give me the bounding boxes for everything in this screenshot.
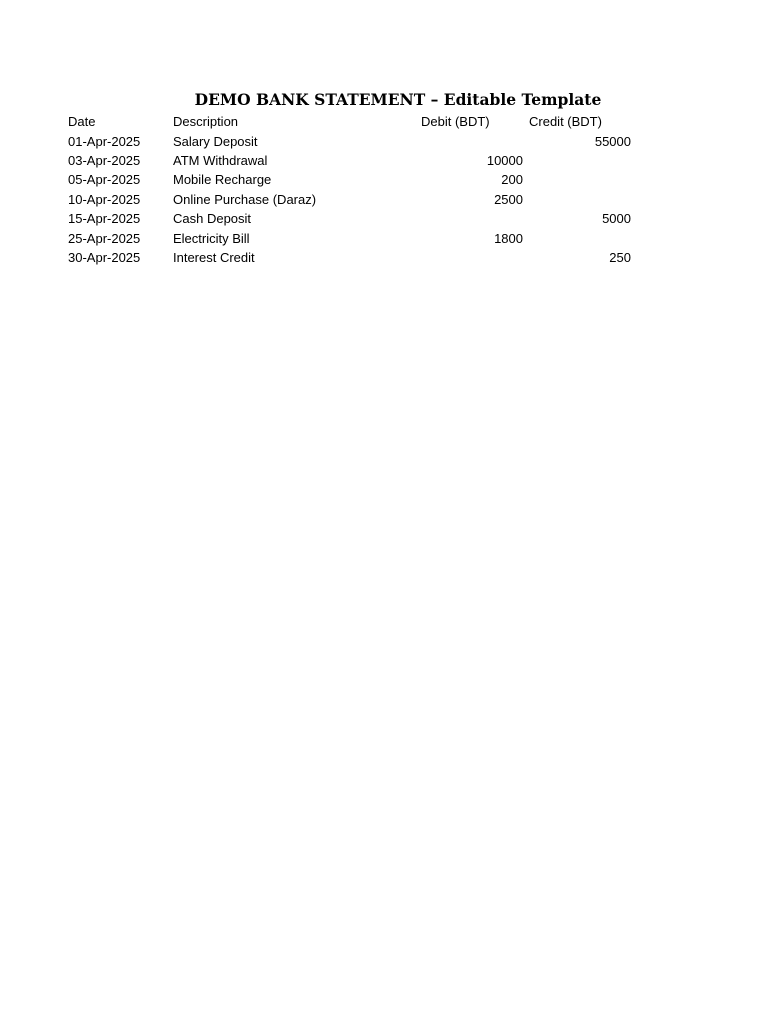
header-debit: Debit (BDT)	[421, 114, 490, 130]
row-description: Salary Deposit	[173, 133, 258, 149]
row-date: 10-Apr-2025	[68, 191, 141, 207]
row-credit: 5000	[602, 211, 631, 227]
transactions-table	[68, 112, 633, 267]
row-credit: 55000	[594, 133, 631, 149]
row-debit	[417, 248, 525, 267]
row-debit: 2500	[494, 191, 523, 207]
row-description: Interest Credit	[173, 249, 255, 265]
row-date: 01-Apr-2025	[68, 133, 141, 149]
row-credit	[525, 151, 633, 170]
row-date: 03-Apr-2025	[68, 152, 141, 168]
table-row	[68, 131, 633, 150]
table-row	[68, 248, 633, 267]
row-debit: 10000	[486, 152, 523, 168]
header-credit: Credit (BDT)	[529, 114, 602, 130]
row-date: 15-Apr-2025	[68, 211, 141, 227]
table-row	[68, 151, 633, 170]
table-row	[68, 190, 633, 209]
row-description: Electricity Bill	[173, 230, 250, 246]
header-date: Date	[68, 114, 96, 130]
table-row	[68, 170, 633, 189]
table-row	[68, 228, 633, 247]
row-debit	[417, 209, 525, 228]
row-credit	[525, 228, 633, 247]
row-credit	[525, 170, 633, 189]
statement-title: DEMO BANK STATEMENT – Editable Template	[194, 90, 602, 109]
table-row	[68, 209, 633, 228]
row-credit	[525, 190, 633, 209]
row-date: 05-Apr-2025	[68, 172, 141, 188]
row-description: Cash Deposit	[173, 211, 252, 227]
row-description: Mobile Recharge	[173, 172, 272, 188]
row-debit	[417, 131, 525, 150]
header-description: Description	[173, 114, 239, 130]
row-description: Online Purchase (Daraz)	[173, 191, 317, 207]
row-date: 30-Apr-2025	[68, 249, 141, 265]
header-row	[68, 112, 633, 131]
row-date: 25-Apr-2025	[68, 230, 141, 246]
row-credit: 250	[609, 249, 631, 265]
row-debit: 1800	[494, 230, 523, 246]
row-description: ATM Withdrawal	[173, 152, 268, 168]
row-debit: 200	[501, 172, 523, 188]
